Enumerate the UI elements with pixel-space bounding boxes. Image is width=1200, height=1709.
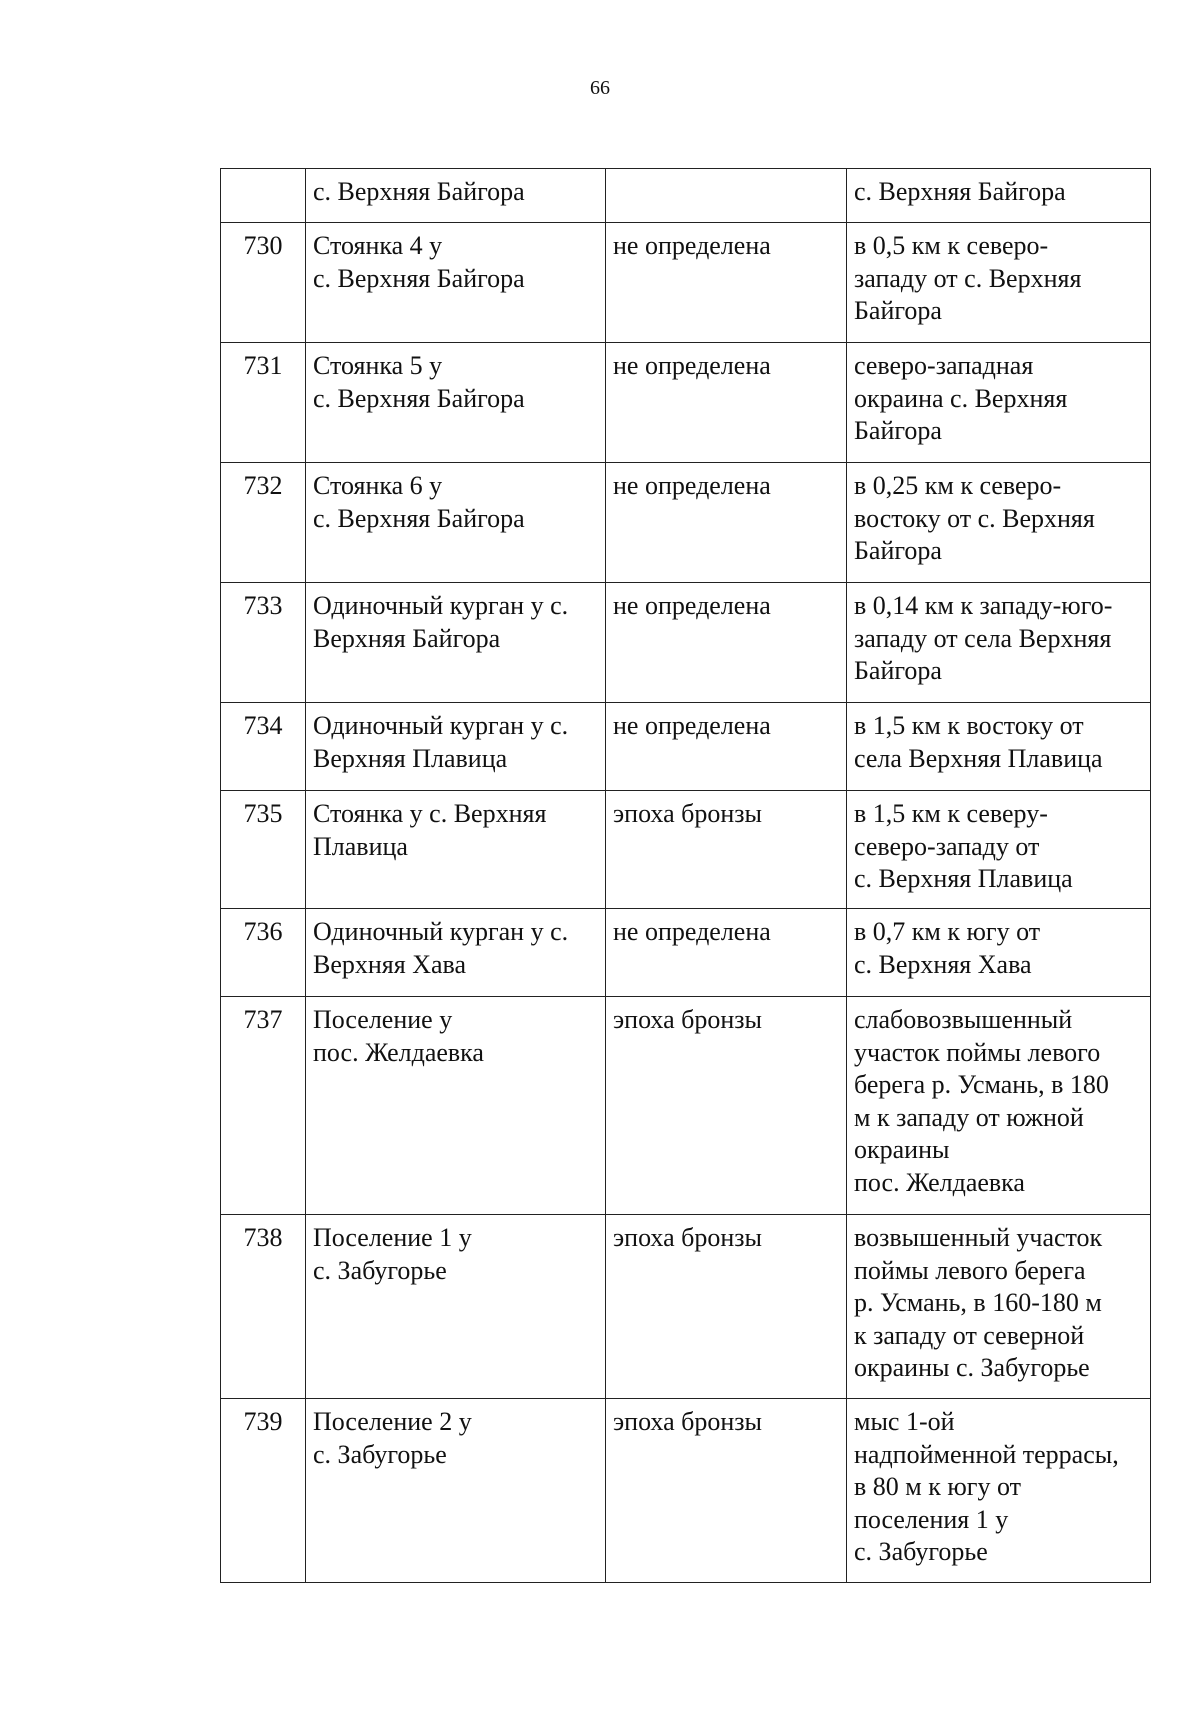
location-cell: в 0,7 км к югу от с. Верхняя Хава [847, 909, 1151, 997]
row-number-cell: 735 [221, 791, 306, 909]
dating-cell: эпоха бронзы [606, 791, 847, 909]
dating-cell: эпоха бронзы [606, 1399, 847, 1583]
location-cell: в 0,25 км к северо- востоку от с. Верхняя Байгора [847, 463, 1151, 583]
object-name-cell: Стоянка 5 у с. Верхняя Байгора [306, 343, 606, 463]
location-cell: мыс 1-ой надпойменной террасы, в 80 м к югу от поселения 1 у с. Забугорье [847, 1399, 1151, 1583]
dating-cell: не определена [606, 223, 847, 343]
page-number: 66 [590, 77, 610, 99]
row-number-cell [221, 169, 306, 223]
dating-cell: эпоха бронзы [606, 1215, 847, 1399]
object-name-cell: с. Верхняя Байгора [306, 169, 606, 223]
monuments-table [220, 168, 1151, 1583]
location-cell: в 0,14 км к западу-юго- западу от села Верхняя Байгора [847, 583, 1151, 703]
location-cell: слабовозвышенный участок поймы левого берега р. Усмань, в 180 м к западу от южной окраины пос. Желдаевка [847, 997, 1151, 1215]
table-row [221, 463, 1151, 583]
table-body [221, 169, 1151, 1583]
row-number-cell: 734 [221, 703, 306, 791]
location-cell: с. Верхняя Байгора [847, 169, 1151, 223]
table-row [221, 1215, 1151, 1399]
table-row [221, 343, 1151, 463]
object-name-cell: Одиночный курган у с. Верхняя Плавица [306, 703, 606, 791]
location-cell: возвышенный участок поймы левого берега р. Усмань, в 160-180 м к западу от северной окраины с. Забугорье [847, 1215, 1151, 1399]
row-number-cell: 731 [221, 343, 306, 463]
object-name-cell: Поселение 2 у с. Забугорье [306, 1399, 606, 1583]
dating-cell: не определена [606, 343, 847, 463]
row-number-cell: 730 [221, 223, 306, 343]
row-number-cell: 739 [221, 1399, 306, 1583]
location-cell: северо-западная окраина с. Верхняя Байгора [847, 343, 1151, 463]
row-number-cell: 737 [221, 997, 306, 1215]
location-cell: в 0,5 км к северо- западу от с. Верхняя Байгора [847, 223, 1151, 343]
dating-cell [606, 169, 847, 223]
table-row [221, 169, 1151, 223]
object-name-cell: Одиночный курган у с. Верхняя Байгора [306, 583, 606, 703]
location-cell: в 1,5 км к северу- северо-западу от с. Верхняя Плавица [847, 791, 1151, 909]
table-row [221, 703, 1151, 791]
dating-cell: не определена [606, 703, 847, 791]
table-row [221, 909, 1151, 997]
object-name-cell: Стоянка у с. Верхняя Плавица [306, 791, 606, 909]
object-name-cell: Поселение 1 у с. Забугорье [306, 1215, 606, 1399]
table-row [221, 791, 1151, 909]
table-row [221, 1399, 1151, 1583]
table-row [221, 223, 1151, 343]
dating-cell: не определена [606, 909, 847, 997]
row-number-cell: 738 [221, 1215, 306, 1399]
object-name-cell: Поселение у пос. Желдаевка [306, 997, 606, 1215]
dating-cell: не определена [606, 463, 847, 583]
row-number-cell: 733 [221, 583, 306, 703]
dating-cell: эпоха бронзы [606, 997, 847, 1215]
object-name-cell: Стоянка 6 у с. Верхняя Байгора [306, 463, 606, 583]
object-name-cell: Стоянка 4 у с. Верхняя Байгора [306, 223, 606, 343]
location-cell: в 1,5 км к востоку от села Верхняя Плавица [847, 703, 1151, 791]
object-name-cell: Одиночный курган у с. Верхняя Хава [306, 909, 606, 997]
table-row [221, 583, 1151, 703]
row-number-cell: 732 [221, 463, 306, 583]
dating-cell: не определена [606, 583, 847, 703]
table-row [221, 997, 1151, 1215]
row-number-cell: 736 [221, 909, 306, 997]
